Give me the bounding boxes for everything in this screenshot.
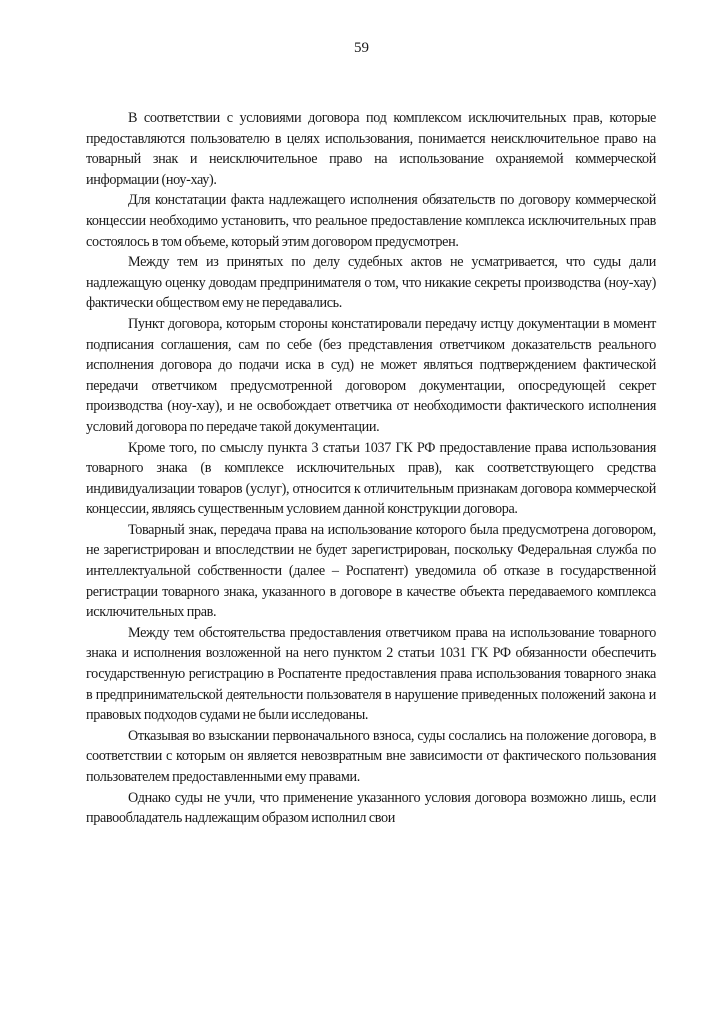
paragraph-3: Между тем из принятых по делу судебных актов не усматривается, что суды дали надлежащую оценку доводам предпринимателя о том, что никакие секреты производства (ноу-хау) фактически обществом ему не передавались. — [86, 254, 656, 312]
paragraph-6: Товарный знак, передача права на использование которого была предусмотрена договором, не зарегистрирован и впоследствии не будет зарегистрирован, поскольку Федеральная служба по интеллектуальной собственности (далее – Роспатент) уведомила об отказе в государственной регистрации товарного знака, указанного в договоре в качестве объекта передаваемого комплекса исключительных прав. — [86, 521, 656, 621]
paragraph-8: Отказывая во взыскании первоначального взноса, суды сослались на положение договора, в соответствии с которым он является невозвратным вне зависимости от фактического пользования пользователем предоставленными ему правами. — [86, 727, 656, 785]
paragraph-7: Между тем обстоятельства предоставления ответчиком права на использование товарного знака и исполнения возложенной на него пунктом 2 статьи 1031 ГК РФ обязанности обеспечить государственную регистрацию в Роспатенте предоставления права использования товарного знака в предпринимательской деятельности пользователя в нарушение приведенных положений закона и правовых подходов судами не были исследованы. — [86, 624, 656, 724]
page-number: 59 — [354, 40, 369, 56]
paragraph-1: В соответствии с условиями договора под комплексом исключительных прав, которые предоставляются пользователю в целях использования, понимается неисключительное право на товарный знак и неисключительное право на использование охраняемой коммерческой информации (ноу-хау). — [86, 110, 656, 188]
paragraph-4: Пункт договора, которым стороны констатировали передачу истцу документации в момент подписания соглашения, сам по себе (без представления ответчиком доказательств реального исполнения договора до подачи иска в суд) не может являться подтверждением фактической передачи ответчиком предусмотренной договором документации, опосредующей секрет производства (ноу-хау), и не освобождает ответчика от необходимости фактического исполнения условий договора по передаче такой документации. — [86, 315, 656, 435]
paragraph-5: Кроме того, по смыслу пункта 3 статьи 1037 ГК РФ предоставление права использования товарного знака (в комплексе исключительных прав), как соответствующего средства индивидуализации товаров (услуг), относится к отличительным признакам договора коммерческой концессии, являясь существенным условием данной конструкции договора. — [86, 439, 656, 518]
paragraph-2: Для констатации факта надлежащего исполнения обязательств по договору коммерческой концессии необходимо установить, что реальное предоставление комплекса исключительных прав состоялось в том объеме, который этим договором предусмотрен. — [86, 192, 656, 250]
document-body — [86, 108, 656, 829]
paragraph-9: Однако суды не учли, что применение указанного условия договора возможно лишь, если правообладатель надлежащим образом исполнил свои — [86, 789, 656, 827]
